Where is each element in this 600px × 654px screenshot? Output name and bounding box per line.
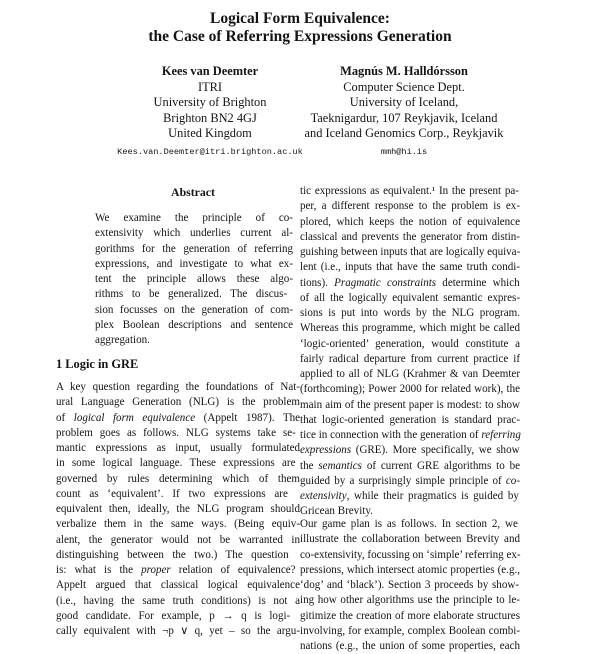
text-line: guishing between inputs that are logically equiva- — [300, 246, 521, 258]
text-line: ural Language Generation (NLG) is the problem — [56, 396, 300, 409]
text-line: co-extensivity, focussing on ‘simple’ referring ex- — [300, 548, 521, 561]
text-line: main aim of the present paper is modest: to show — [300, 398, 520, 411]
text-line: plored, which keeps the notion of equivalence — [300, 215, 520, 228]
text-line: Appelt argued that classical logical equivalence — [56, 579, 300, 592]
author-affiliation-line: University of Brighton — [153, 95, 267, 110]
text-line: (i.e., having the same truth conditions) is not a — [56, 594, 300, 607]
text-line: Whereas this programme, which might be called — [300, 322, 520, 335]
text-line: that logic-oriented generation is standard prac- — [300, 413, 520, 426]
text-line: fairly radical departure from current practice if — [300, 352, 520, 365]
abstract-body — [95, 211, 293, 348]
text-line: equivalent then, ideally, the NLG program should — [56, 503, 300, 515]
text-line: good candidate. For example, p → q is logi- — [56, 609, 291, 622]
text-line: of logical form equivalence (Appelt 1987). The — [56, 411, 301, 424]
text-line: expressions, and investigate to what ex- — [95, 257, 293, 270]
text-line: tent the principle allows these algo- — [95, 273, 293, 285]
text-line: Our game plan is as follows. In section 2, we — [300, 518, 518, 530]
text-line: pressions, which intersect atomic properties (e.g., — [300, 563, 520, 576]
author-block-2 — [288, 64, 520, 161]
text-line: gitimize the creation of more elaborate structures — [300, 609, 520, 622]
text-line: (forthcoming); Power 2000 for related work), the — [300, 383, 520, 396]
text-line: extensivity which underlies current al- — [95, 227, 293, 240]
text-line: illustrate the collaboration between Brevity and — [300, 533, 520, 546]
author-affiliation-line: Brighton BN2 4GJ — [163, 110, 257, 125]
author-email: mmh@hi.is — [380, 146, 428, 157]
text-line: involving, for example, complex Boolean combi- — [300, 624, 520, 637]
text-line: lent (i.e., inputs that have the same truth condi- — [300, 261, 520, 274]
abstract-heading: Abstract — [171, 185, 215, 199]
author-affiliation-line: Taeknigardur, 107 Reykjavik, Iceland — [310, 110, 498, 125]
text-line: in some logical language. These expressions are — [56, 457, 296, 470]
text-line: problem goes as follows. NLG systems take se- — [56, 426, 296, 439]
author-affiliation-line: United Kingdom — [168, 126, 252, 141]
author-name: Kees van Deemter — [161, 64, 259, 78]
text-line: governed by rules determining which of them — [56, 472, 300, 485]
author-affiliation-line: ITRI — [197, 79, 223, 94]
text-line: count as ‘equivalent’. If two expressions are — [56, 487, 288, 500]
text-line: ‘dog’ and ‘black’). Section 3 proceeds by show- — [300, 579, 520, 591]
section-1-heading: 1 Logic in GRE — [56, 357, 139, 371]
text-line: We examine the principle of co- — [95, 212, 293, 224]
text-line: classical and prevents the generator from distin- — [300, 230, 520, 243]
text-line: distinguishing between the two.) The question — [56, 548, 289, 561]
text-line: of all the logically equivalent semantic expres- — [300, 291, 520, 304]
text-line: verbalize them in the same ways. (Being equiv- — [56, 518, 300, 531]
text-line: plex Boolean descriptions and sentence — [95, 318, 293, 331]
text-line: nations (e.g., the union of some properties, each — [300, 640, 520, 652]
text-line: ing how other algorithms use the principle to le- — [300, 594, 520, 607]
text-line: Gricean Brevity. — [300, 505, 373, 518]
text-line: sions is put into words by the NLG program. — [300, 307, 520, 319]
paper-title-line-1: Logical Form Equivalence: — [210, 10, 390, 27]
text-line: rithms to be generalized. The discus- — [95, 288, 288, 301]
text-line: expressions (GRE). More specifically, we show — [300, 444, 520, 457]
text-line: the semantics of current GRE algorithms to be — [300, 459, 521, 472]
text-line: A key question regarding the foundations of Nat- — [56, 381, 300, 393]
section-1-body — [56, 380, 300, 639]
text-line: applied to all of NLG (Krahmer & van Deemter — [300, 368, 520, 380]
right-column-paragraph-1 — [300, 184, 520, 520]
paper-title-line-2: the Case of Referring Expressions Generation — [148, 28, 452, 45]
text-line: guided by a surprisingly simple principle of co- — [300, 474, 521, 487]
text-line: mantic expressions as input, usually formulated — [56, 442, 300, 454]
text-line: sion focusses on the generation of com- — [95, 303, 293, 316]
right-column-paragraph-2 — [300, 517, 520, 654]
author-email: Kees.van.Deemter@itri.brighton.ac.uk — [117, 146, 303, 157]
author-affiliation-line: University of Iceland, — [349, 95, 459, 110]
text-line: tions). Pragmatic constraints determine which — [300, 276, 520, 289]
text-line: tice in connection with the generation of referring — [300, 429, 521, 441]
text-line: cally equivalent with ¬p ∨ q, yet – so the argu- — [56, 625, 300, 637]
author-affiliation-line: and Iceland Genomics Corp., Reykjavik — [304, 126, 504, 141]
author-name: Magnús M. Halldórsson — [340, 64, 468, 78]
text-line: extensivity, while their pragmatics is guided by — [300, 490, 519, 502]
text-line: per, a different response to the problem is ex- — [300, 200, 520, 213]
text-line: aggregation. — [95, 334, 150, 346]
author-affiliation-line: Computer Science Dept. — [343, 79, 465, 94]
text-line: tic expressions as equivalent.¹ In the present pa- — [300, 185, 519, 197]
text-line: ‘logic-oriented’ generation, would constitute a — [300, 337, 520, 350]
text-line: gorithms for the generation of referring — [95, 242, 293, 255]
text-line: alent, the generator would not be warranted in — [56, 533, 300, 546]
text-line: is: what is the proper relation of equivalence? — [56, 564, 296, 576]
